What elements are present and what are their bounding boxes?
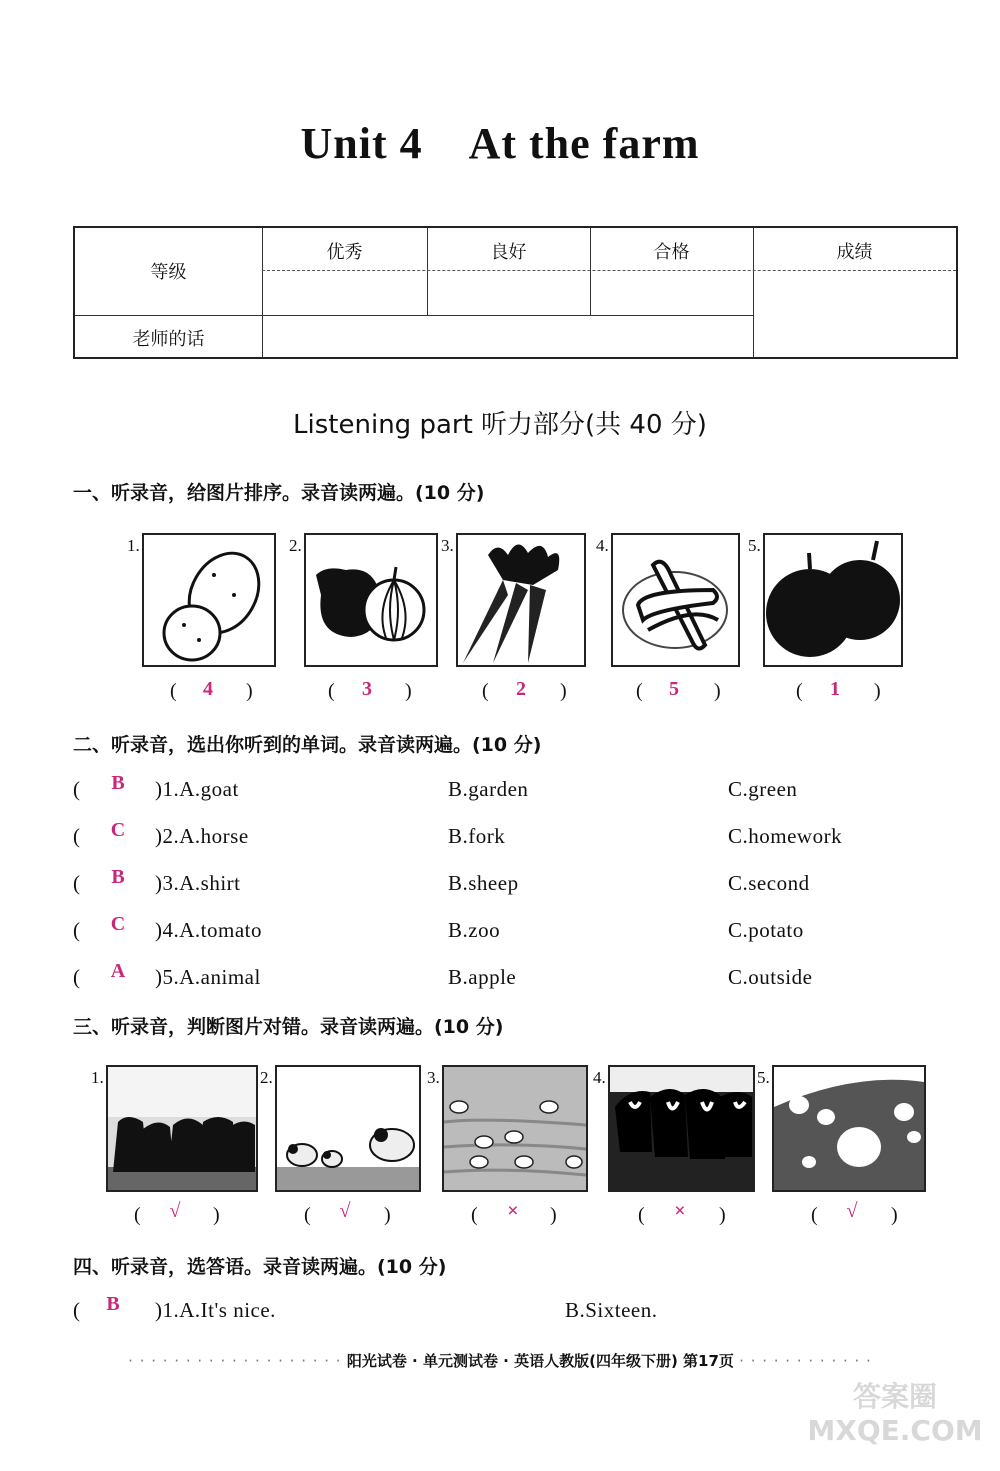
watermark: 答案圈 MXQE.COM: [807, 1380, 983, 1447]
q2-item-2-c: C.homework: [728, 824, 843, 848]
q3-answer-1: √: [169, 1200, 181, 1222]
level-pass: 合格: [653, 242, 690, 263]
q1-item-2-num: 2.: [289, 536, 302, 555]
cows-photo: [608, 1065, 755, 1192]
q2-heading: 二、听录音，选出你听到的单词。录音读两遍。(10 分): [73, 734, 542, 756]
grade-table: [73, 226, 958, 359]
page-footer: · · · · · · · · · · · · · · · · · · · 阳光试卷 · 单元测试卷 · 英语人教版(四年级下册) 第17页 · · · · · · · · · · · ·: [128, 1352, 872, 1370]
q2-answer-1: B: [111, 772, 125, 794]
listening-header: Listening part 听力部分(共 40 分): [293, 410, 707, 440]
q1-answer-3: 2: [516, 678, 526, 700]
q4-answer-1: B: [106, 1293, 120, 1315]
q2-answer-2: C: [110, 819, 126, 841]
q3-answer-3: ×: [507, 1200, 519, 1222]
chicks-photo: [772, 1065, 926, 1192]
q3-item-1-num: 1.: [91, 1068, 104, 1087]
potato-picture: [142, 533, 276, 667]
onion-picture: [304, 533, 438, 667]
q2-item-1-b: B.garden: [448, 777, 529, 801]
q1-answer-2: 3: [362, 678, 372, 700]
green-beans-picture: [611, 533, 740, 667]
page-title: [0, 118, 1000, 169]
q3-item-4-num: 4.: [593, 1068, 606, 1087]
unit-number: Unit 4: [300, 119, 423, 168]
q3-item-3-num: 3.: [427, 1068, 440, 1087]
q1-answer-4: 5: [669, 678, 679, 700]
q2-item-5-b: B.apple: [448, 965, 517, 989]
q2-answer-3: B: [111, 866, 125, 888]
q1-answer-5: 1: [830, 678, 840, 700]
q2-item-4-c: C.potato: [728, 918, 804, 942]
level-excellent: 优秀: [326, 242, 363, 263]
q2-answer-5: A: [110, 960, 126, 982]
q4-item-1-a: )1.A.It's nice.: [155, 1298, 276, 1322]
q1-item-1-num: 1.: [127, 536, 140, 555]
q1-item-3-num: 3.: [441, 536, 454, 555]
q4-item-1-b: B.Sixteen.: [565, 1298, 658, 1322]
q2-item-3-b: B.sheep: [448, 871, 519, 895]
sheep-photo: [275, 1065, 421, 1192]
q2-item-5-a: )5.A.animal: [155, 965, 261, 989]
q2-item-2-b: B.fork: [448, 824, 506, 848]
q3-item-5-num: 5.: [757, 1068, 770, 1087]
unit-name: At the farm: [468, 119, 700, 168]
q3-answer-4: ×: [674, 1200, 686, 1222]
q2-item-4-a: )4.A.tomato: [155, 918, 262, 942]
horses-photo: [106, 1065, 258, 1192]
q2-item-3-a: )3.A.shirt: [155, 871, 241, 895]
ducks-photo: [442, 1065, 588, 1192]
q2-item-1-a: )1.A.goat: [155, 777, 239, 801]
q1-item-5-num: 5.: [748, 536, 761, 555]
q3-answer-2: √: [339, 1200, 351, 1222]
carrot-picture: [456, 533, 586, 667]
q3-item-2-num: 2.: [260, 1068, 273, 1087]
q3-heading: 三、听录音，判断图片对错。录音读两遍。(10 分): [73, 1016, 504, 1038]
grade-label: 等级: [150, 262, 187, 283]
teacher-label: 老师的话: [132, 329, 205, 350]
q1-item-4-num: 4.: [596, 536, 609, 555]
level-good: 良好: [490, 242, 527, 263]
q2-item-4-b: B.zoo: [448, 918, 501, 942]
q1-answer-1: 4: [203, 678, 213, 700]
footer-text: 阳光试卷 · 单元测试卷 · 英语人教版(四年级下册) 第17页: [346, 1352, 734, 1370]
q2-item-5-c: C.outside: [728, 965, 813, 989]
tomato-picture: [763, 533, 903, 667]
q2-item-1-c: C.green: [728, 777, 798, 801]
q2-answer-4: C: [110, 913, 126, 935]
q1-heading: 一、听录音，给图片排序。录音读两遍。(10 分): [73, 482, 485, 504]
score-label: 成绩: [836, 242, 873, 263]
q3-answer-5: √: [846, 1200, 858, 1222]
q2-item-3-c: C.second: [728, 871, 810, 895]
q4-heading: 四、听录音，选答语。录音读两遍。(10 分): [73, 1256, 447, 1278]
q2-item-2-a: )2.A.horse: [155, 824, 249, 848]
